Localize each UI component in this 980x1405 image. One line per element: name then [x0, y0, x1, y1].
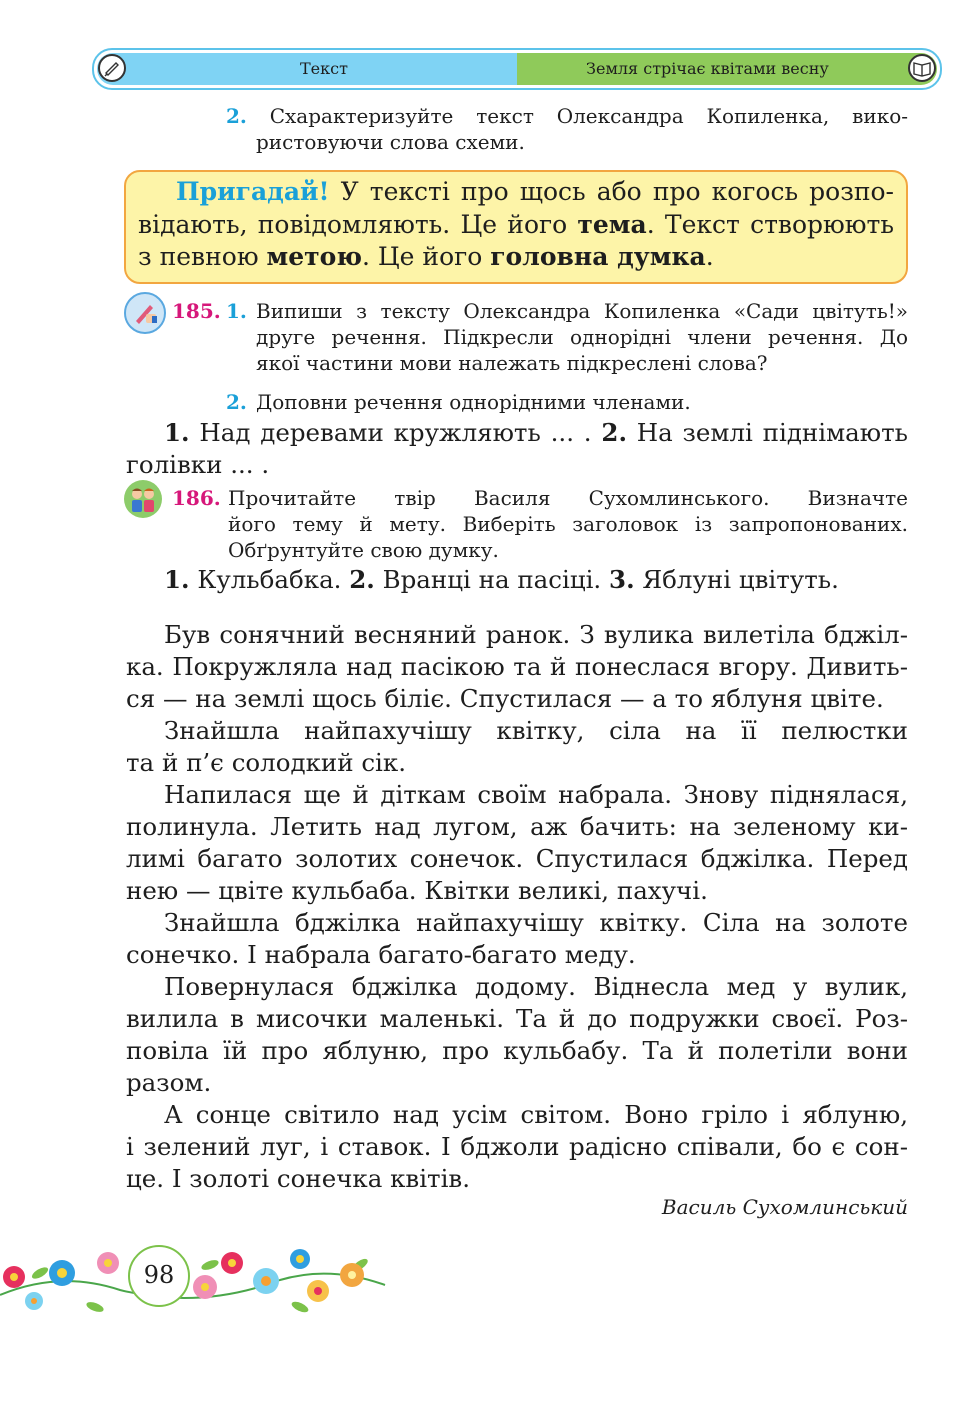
option-title-3: Яблуні цвітуть. — [634, 565, 839, 594]
task-185-line-3: якої частини мови належать підкреслені слова? — [256, 351, 768, 375]
task-185-sub-1: 1. — [226, 299, 247, 323]
story-line: Знайшла бджілка найпахучішу квітку. Сіла на золоте — [164, 908, 908, 937]
story-line: сонечко. І набрала багато-багато меду. — [126, 940, 636, 969]
pen-icon — [98, 54, 126, 82]
prev-task-line-1 — [226, 103, 908, 129]
task-185-text — [256, 298, 908, 376]
callout-text-3a: з певною — [138, 242, 267, 271]
callout-text-2c: . Текст створюють — [646, 209, 894, 239]
header-topic-title: Земля стрічає квітами весну — [586, 59, 829, 78]
story-line: Повернулася бджілка додому. Віднесла мед у вулик, — [164, 972, 908, 1001]
title-options — [164, 564, 839, 596]
option-number-2: 2. — [349, 565, 375, 594]
exercise-sentence-2-end: голівки ... . — [126, 450, 270, 479]
story-line: нею — цвіте кульбаба. Квітки великі, пахучі. — [126, 876, 708, 905]
story-text — [126, 619, 908, 1195]
callout-term-main-idea: головна думка — [490, 242, 706, 271]
exercise-sentence-1: Над деревами кружляють ... . — [189, 418, 602, 447]
story-line: це. І золоті сонечка квітів. — [126, 1164, 471, 1193]
task-186-line-1: Прочитайте твір Василя Сухомлинського. Визначте — [228, 486, 908, 510]
callout-text-3e: . — [705, 242, 714, 271]
callout-text-2a: відають, повідомляють. Це його — [138, 209, 578, 239]
task-185-sub-2: 2. — [226, 390, 247, 414]
task-185-number: 185. — [172, 299, 221, 323]
task-185-exercise — [126, 417, 908, 481]
task-186-text — [228, 485, 908, 563]
flower-border-decoration — [0, 1235, 390, 1325]
page-header — [92, 48, 942, 90]
prev-task-line-2: ристовуючи слова схеми. — [256, 130, 525, 154]
callout-text-1: У тексті про щось або про когось розпо- — [329, 177, 894, 206]
children-icon — [124, 480, 162, 518]
exercise-number-1: 1. — [164, 418, 190, 447]
story-line: ка. Покружляла над пасікою та й понеслася вгору. Дивить- — [126, 652, 908, 681]
task-185-line-4: Доповни речення однорідними членами. — [256, 390, 691, 414]
story-line: Був сонячний весняний ранок. З вулика вилетіла бджіл- — [164, 620, 908, 649]
header-section-title: Текст — [300, 59, 348, 78]
callout-term-theme: тема — [577, 209, 647, 239]
exercise-number-2: 2. — [601, 418, 627, 447]
story-line: повіла їй про яблуню, про кульбабу. Та й полетіли вони — [126, 1036, 908, 1065]
option-title-1: Кульбабка. — [189, 565, 350, 594]
story-line: ся — на землі щось біліє. Спустилася — а то яблуня цвіте. — [126, 684, 884, 713]
prev-task-text-1: Схарактеризуйте текст Олександра Копиленка, вико- — [269, 104, 909, 128]
callout-text-3c: . Це його — [361, 242, 491, 271]
option-number-1: 1. — [164, 565, 190, 594]
story-line: полинула. Летить над лугом, аж бачить: на зеленому ки- — [126, 812, 908, 841]
task-186-number: 186. — [172, 486, 221, 510]
prev-task-number: 2. — [226, 104, 247, 128]
exercise-sentence-2: На землі піднімають — [626, 418, 908, 447]
story-line: Знайшла найпахучішу квітку, сіла на її пелюстки — [164, 716, 908, 745]
story-line: вилила в мисочки маленькі. Та й до подружки своєї. Роз- — [126, 1004, 908, 1033]
story-line: Напилася ще й діткам своїм набрала. Знову піднялася, — [164, 780, 908, 809]
task-186-line-2: його тему й мету. Виберіть заголовок із запропонованих. — [228, 512, 908, 536]
option-number-3: 3. — [609, 565, 635, 594]
option-title-2: Вранці на пасіці. — [374, 565, 610, 594]
story-line: та й п’є солодкий сік. — [126, 748, 406, 777]
story-line: лимі багато золотих сонечок. Спустилася бджілка. Перед — [126, 844, 908, 873]
story-author: Василь Сухомлинський — [661, 1195, 908, 1219]
task-185-line-2: друге речення. Підкресли однорідні члени речення. До — [256, 325, 908, 349]
task-185-line-1: Випиши з тексту Олександра Копиленка «Сади цвітуть!» — [256, 299, 908, 323]
remember-label: Пригадай! — [176, 177, 330, 206]
prev-task-item — [226, 103, 908, 155]
story-line: разом. — [126, 1068, 212, 1097]
callout-term-purpose: метою — [266, 242, 362, 271]
task-186-line-3: Обґрунтуйте свою думку. — [228, 538, 499, 562]
story-line: і зелений луг, і ставок. І бджоли радісно співали, бо є сон- — [126, 1132, 908, 1161]
book-icon — [908, 54, 936, 82]
remember-callout — [124, 170, 908, 284]
writing-hand-icon — [124, 292, 166, 334]
story-line: А сонце світило над усім світом. Воно гріло і яблуню, — [164, 1100, 908, 1129]
page-number: 98 — [143, 1261, 175, 1289]
